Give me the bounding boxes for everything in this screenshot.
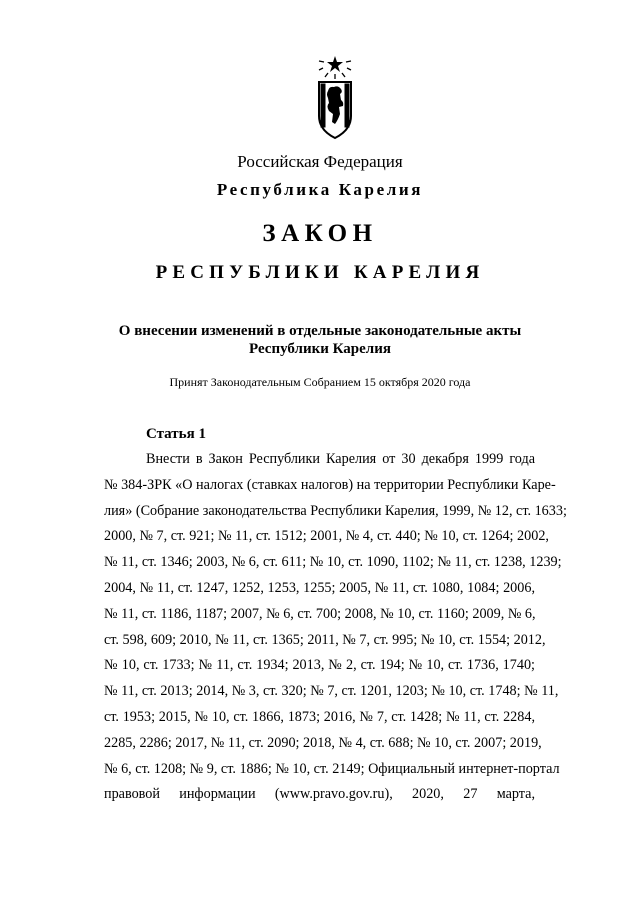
country-name: Российская Федерация [237,152,403,171]
article-text-line: № 11, ст. 2013; 2014, № 3, ст. 320; № 7, ст. 1201, 1203; № 10, ст. 1748; № 11, [104,683,559,700]
article-heading: Статья 1 [146,426,206,442]
document-type-title: ЗАКОН [262,220,378,247]
republic-name: Республика Карелия [216,180,424,199]
article-body [104,447,567,808]
document-issuer-title: РЕСПУБЛИКИ КАРЕЛИЯ [155,262,485,283]
article-text-line: Внести в Закон Республики Карелия от 30 декабря 1999 года [146,451,535,467]
article-text-line: № 6, ст. 1208; № 9, ст. 1886; № 10, ст. 2149; Официальный интернет-портал [104,760,560,777]
star-icon [327,56,343,72]
article-text-line: № 11, ст. 1346; 2003, № 6, ст. 611; № 10, ст. 1090, 1102; № 11, ст. 1238, 1239; [104,554,562,571]
article-text-line: № 10, ст. 1733; № 11, ст. 1934; 2013, № 2, ст. 194; № 10, ст. 1736, 1740; [104,657,535,674]
article-text-line: 2004, № 11, ст. 1247, 1252, 1253, 1255; 2005, № 11, ст. 1080, 1084; 2006, [104,579,535,596]
article-text-line: правовой информации (www.pravo.gov.ru), 2020, 27 марта, [104,786,535,803]
article-text-line: лия» (Собрание законодательства Республики Карелия, 1999, № 12, ст. 1633; [104,502,567,519]
law-subject-line-1: О внесении изменений в отдельные законодательные акты [118,323,522,339]
article-text-line: № 11, ст. 1186, 1187; 2007, № 6, ст. 700; 2008, № 10, ст. 1160; 2009, № 6, [104,605,536,622]
adoption-date: Принят Законодательным Собранием 15 октября 2020 года [169,375,471,389]
article-text-line: ст. 1953; 2015, № 10, ст. 1866, 1873; 2016, № 7, ст. 1428; № 11, ст. 2284, [104,708,535,725]
article-text-line: № 384-ЗРК «О налогах (ставках налогов) на территории Республики Каре- [104,476,556,493]
article-text-line: 2285, 2286; 2017, № 11, ст. 2090; 2018, № 4, ст. 688; № 10, ст. 2007; 2019, [104,734,542,751]
coat-of-arms-icon [314,54,356,140]
law-subject-line-2: Республики Карелия [249,341,391,357]
article-text-line: 2000, № 7, ст. 921; № 11, ст. 1512; 2001, № 4, ст. 440; № 10, ст. 1264; 2002, [104,528,549,545]
article-text-line: ст. 598, 609; 2010, № 11, ст. 1365; 2011, № 7, ст. 995; № 10, ст. 1554; 2012, [104,631,546,648]
